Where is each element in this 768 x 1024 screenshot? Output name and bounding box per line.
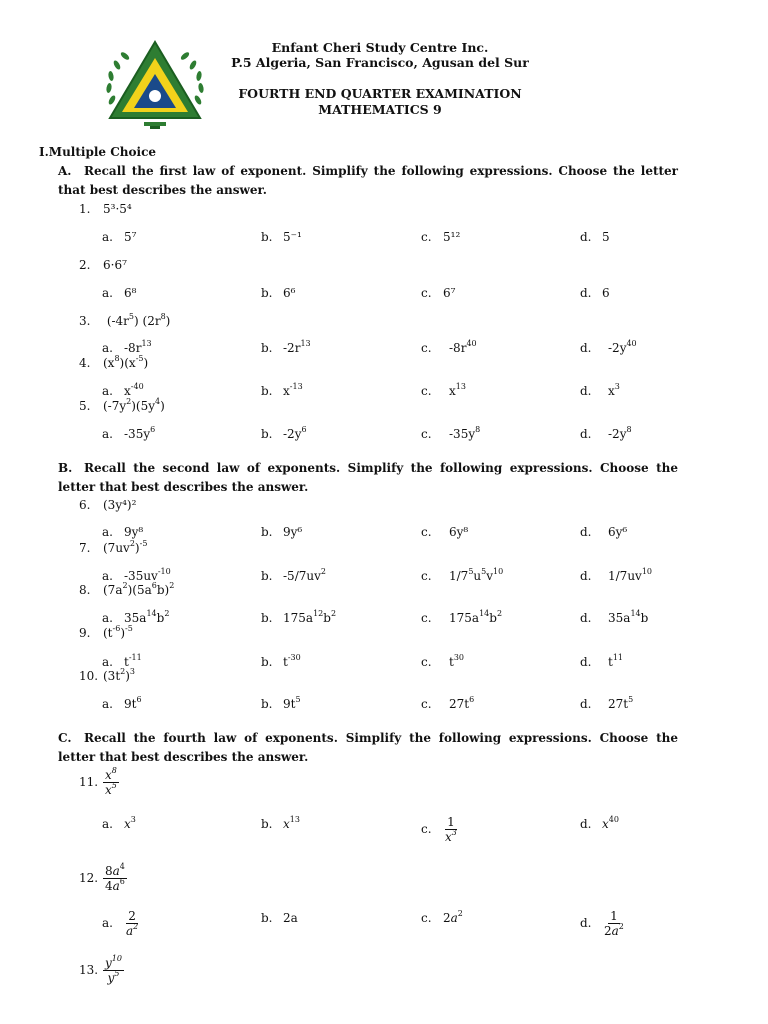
school-logo — [100, 38, 210, 133]
q12-option-a: a. $\frac{2}{a^2}$ — [102, 909, 139, 938]
q8-option-a: a. $35a^{14}b^2$ — [102, 609, 170, 625]
q6-option-c: c. 6y⁸ — [421, 525, 469, 539]
q7-option-c: c. $1/7^5u^5v^{10}$ — [421, 567, 504, 583]
subject-title: MATHEMATICS 9 — [318, 102, 442, 117]
question-1: 1. 5³·5⁴ — [79, 202, 132, 216]
q2-option-d: d. 6 — [580, 286, 610, 300]
section-c-instructions: C. Recall the fourth law of exponents. Simplify the following expressions. Choose the letter that best describes the answer. — [58, 731, 678, 764]
q5-option-a: a. $-35y^6$ — [102, 425, 156, 441]
question-9: 9. $(t^{-6})^{-5}$ — [79, 624, 133, 640]
question-6: 6. (3y⁴)² — [79, 498, 137, 512]
q5-option-b: b. $-2y^6$ — [261, 425, 307, 441]
part-heading: I.Multiple Choice — [39, 145, 157, 159]
question-11: 11. $\frac{x^8}{x^5}$ — [79, 766, 117, 797]
q8-option-b: b. $175a^{12}b^2$ — [261, 609, 337, 625]
q9-option-a: a. $t^{-11}$ — [102, 653, 142, 669]
q11-option-c: c. $\frac{1}{x^3}$ — [421, 815, 457, 844]
q2-option-b: b. 6⁶ — [261, 286, 296, 300]
q4-option-a: a. $x^{-40}$ — [102, 382, 144, 398]
school-name: Enfant Cheri Study Centre Inc. — [271, 40, 489, 55]
question-4: 4. $(x^8)(x^{-5})$ — [79, 354, 149, 370]
question-7: 7. $(7uv^2)^{-5}$ — [79, 539, 148, 555]
q11-option-b: b. $x^{13}$ — [261, 815, 300, 831]
q6-option-b: b. 9y⁶ — [261, 525, 303, 539]
q6-option-a: a. 9y⁸ — [102, 525, 144, 539]
q4-option-d: d. $x^3$ — [580, 382, 620, 398]
q10-option-d: d. $27t^5$ — [580, 695, 634, 711]
q10-option-a: a. $9t^6$ — [102, 695, 142, 711]
q3-option-d: d. $-2y^{40}$ — [580, 339, 637, 355]
q7-option-d: d. $1/7uv^{10}$ — [580, 567, 653, 583]
q10-option-b: b. $9t^5$ — [261, 695, 301, 711]
section-b-instructions: B. Recall the second law of exponents. Simplify the following expressions. Choose the letter that best describes the answer. — [58, 461, 678, 494]
q11-option-a: a. $x^3$ — [102, 815, 136, 831]
q9-option-d: d. $t^{11}$ — [580, 653, 624, 669]
question-13: 13. $\frac{y^{10}}{y^5}$ — [79, 954, 122, 985]
q6-option-d: d. 6y⁶ — [580, 525, 628, 539]
q4-option-c: c. $x^{13}$ — [421, 382, 466, 398]
question-12: 12. $\frac{8a^4}{4a^6}$ — [79, 862, 125, 893]
q1-option-d: d. 5 — [580, 230, 610, 244]
exam-title: FOURTH END QUARTER EXAMINATION — [238, 86, 522, 101]
q3-option-c: c. $-8r^{40}$ — [421, 339, 477, 355]
question-8: 8. $(7a^2)(5a^6b)^2$ — [79, 581, 175, 597]
q1-option-a: a. 5⁷ — [102, 230, 137, 244]
q12-option-d: d. $\frac{1}{2a^2}$ — [580, 909, 624, 938]
q7-option-a: a. $-35uv^{-10}$ — [102, 567, 171, 583]
q2-option-a: a. 6⁸ — [102, 286, 137, 300]
q1-option-b: b. 5⁻¹ — [261, 230, 302, 244]
q7-option-b: b. $-5/7uv^2$ — [261, 567, 326, 583]
q3-option-a: a. $-8r^{13}$ — [102, 339, 152, 355]
q11-option-d: d. $x^{40}$ — [580, 815, 619, 831]
question-3: 3. $(-4r^5)$ $(2r^8)$ — [79, 312, 171, 328]
q5-option-d: d. $-2y^8$ — [580, 425, 632, 441]
q10-option-c: c. $27t^6$ — [421, 695, 475, 711]
q4-option-b: b. $x^{-13}$ — [261, 382, 303, 398]
question-10: 10. $(3t^2)^3$ — [79, 667, 136, 683]
q3-option-b: b. $-2r^{13}$ — [261, 339, 311, 355]
school-address: P.5 Algeria, San Francisco, Agusan del Sur — [231, 55, 529, 70]
q8-option-d: d. $35a^{14}b$ — [580, 609, 649, 625]
q8-option-c: c. $175a^{14}b^2$ — [421, 609, 503, 625]
q12-option-b: b. 2a — [261, 911, 298, 925]
question-5: 5. $(-7y^2)(5y^4)$ — [79, 397, 165, 413]
section-a-instructions: A. Recall the first law of exponent. Simplify the following expressions. Choose the letter that best describes the answer. — [58, 164, 678, 197]
question-2: 2. 6·6⁷ — [79, 258, 127, 272]
q5-option-c: c. $-35y^8$ — [421, 425, 481, 441]
q9-option-c: c. $t^{30}$ — [421, 653, 465, 669]
q1-option-c: c. 5¹² — [421, 230, 461, 244]
q2-option-c: c. 6⁷ — [421, 286, 456, 300]
q12-option-c: c. $2a^2$ — [421, 909, 463, 925]
q9-option-b: b. $t^{-30}$ — [261, 653, 301, 669]
